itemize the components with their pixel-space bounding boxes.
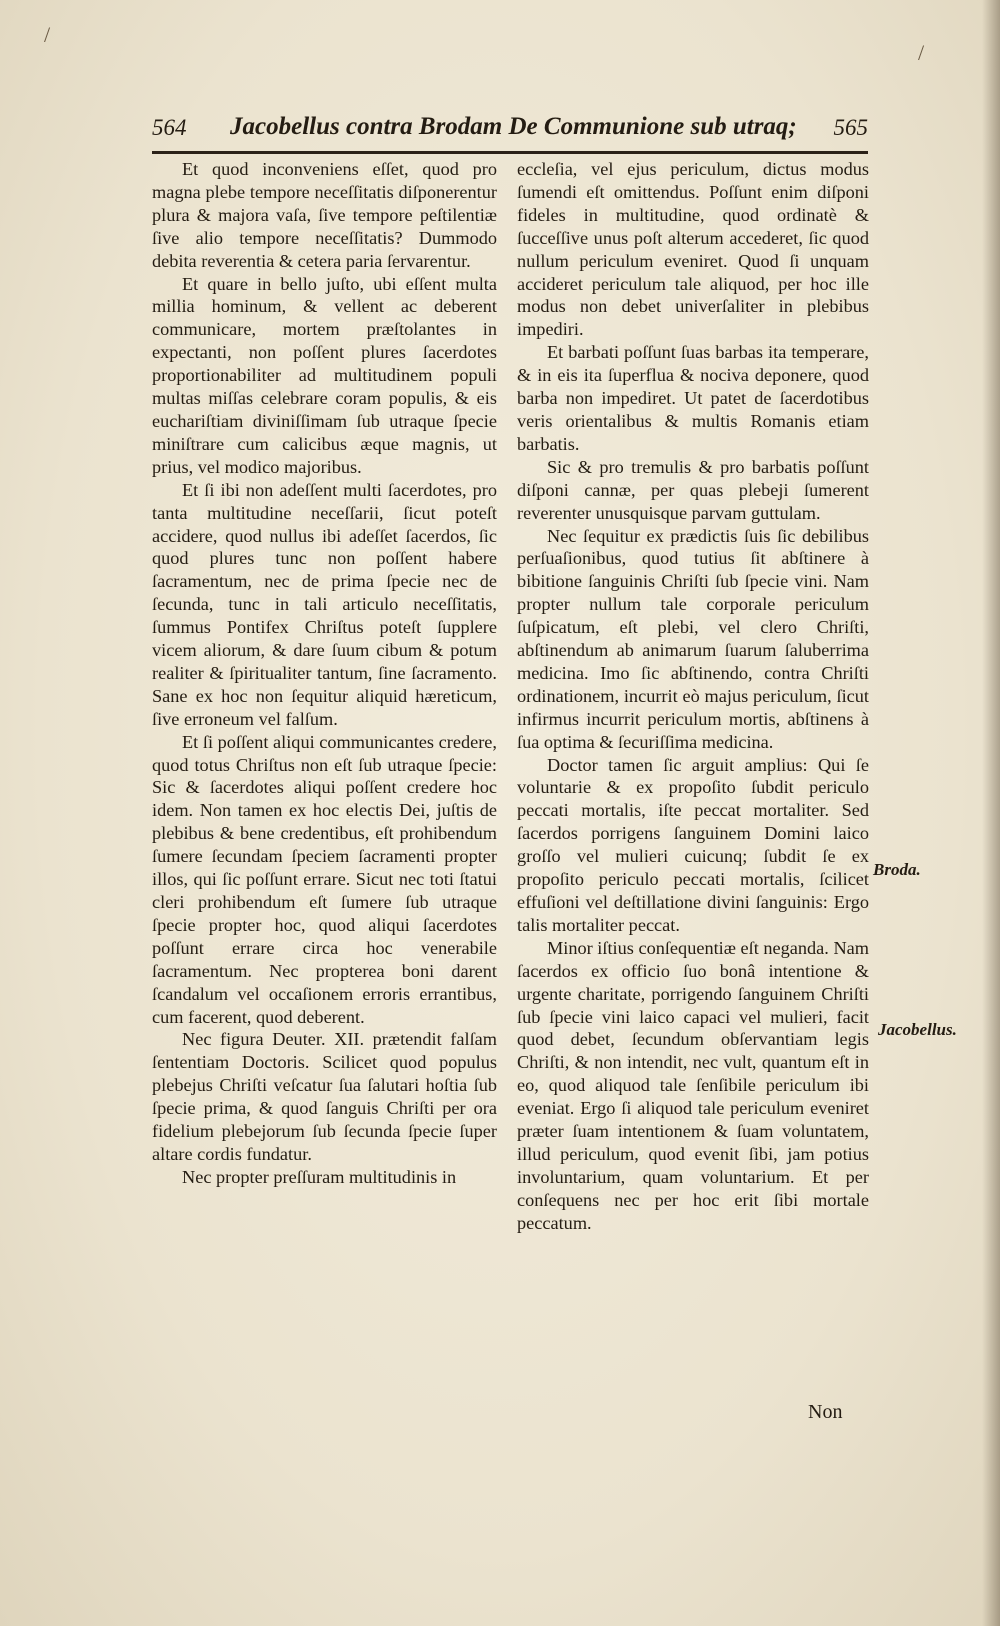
paragraph: Et quod inconveniens eſſet, quod pro magna plebe tempore neceſſitatis diſponerentur plura & majora vaſa, ſive tempore peſtilentiæ ſive alio tempore neceſſitatis? Dummodo debita reverentia & cetera paria ſervarentur. bbox=[152, 159, 497, 271]
left-column bbox=[152, 158, 497, 1189]
right-column bbox=[517, 158, 869, 1235]
running-header bbox=[152, 113, 868, 149]
margin-note-jacobellus: Jacobellus. bbox=[878, 1020, 957, 1039]
page-number-right: 565 bbox=[833, 115, 868, 140]
paragraph: Et ſi ibi non adeſſent multi ſacerdotes, pro tanta multitudine neceſſarii, ſicut poteſt accidere, quod nullus ibi adeſſet ſacerdos, ſic quod plures tunc non poſſent habere ſacramentum, nec de prima ſpecie nec de ſecunda, tunc in tali articulo neceſſitatis, ſummus Pontifex Chriſtus poteſt ſupplere vicem aliorum, & dare ſuum cibum & potum realiter & ſpiritualiter tantum, ſine ſacramento. Sane ex hoc non ſequitur aliquid hæreticum, ſive erroneum vel falſum. bbox=[152, 479, 497, 729]
page-edge-shadow bbox=[982, 0, 1000, 1626]
catchword: Non bbox=[808, 1401, 843, 1423]
header-rule bbox=[152, 151, 868, 154]
margin-note-broda: Broda. bbox=[873, 860, 921, 879]
page-number-left: 564 bbox=[152, 115, 187, 140]
paragraph: Nec figura Deuter. XII. prætendit falſam ſententiam Doctoris. Scilicet quod populus plebejus Chriſti veſcatur ſua ſalutari hoſtia ſub ſpecie prima, & quod ſanguis Chriſti per ora fidelium plebejorum ſub ſecunda ſpecie ſuper altare cordis fundatur. bbox=[152, 1029, 497, 1164]
paragraph: Doctor tamen ſic arguit amplius: Qui ſe voluntarie & ex propoſito ſubdit periculo peccati mortalis, iſte peccat mortaliter. Sed ſacerdos porrigens ſanguinem Domini laico groſſo vel mulieri cuicunq; ſubdit ſe ex propoſito periculo peccati mortalis, ſcilicet effuſioni vel deſtillatione divini ſanguinis: Ergo talis mortaliter peccat. bbox=[517, 754, 869, 935]
paragraph: Sic & pro tremulis & pro barbatis poſſunt diſponi cannæ, per quas plebeji ſumerent reverenter unusquisque parvam guttulam. bbox=[517, 456, 869, 523]
paragraph: eccleſia, vel ejus periculum, dictus modus ſumendi eſt omittendus. Poſſunt enim diſponi fideles in multitudine, quod ordinatè & ſucceſſive unus poſt alterum accederet, ſic quod nullum periculum eveniret. Quod ſi unquam accideret periculum tale aliquod, per hoc ille modus non debet univerſaliter in plebibus impediri. bbox=[517, 159, 869, 340]
scan-speck: / bbox=[44, 22, 51, 47]
paragraph: Nec propter preſſuram multitudinis in bbox=[182, 1166, 457, 1187]
paragraph: Nec ſequitur ex prædictis ſuis ſic debilibus perſuaſionibus, quod tutius ſit abſtinere à bibitione ſanguinis Chriſti ſub ſpecie vini. Nam propter nullum tale corporale periculum ſuſpicatum, eſt plebi, vel clero Chriſti, abſtinendum ab animarum ſuarum ſaluberrima medicina. Imo ſic abſtinendo, contra Chriſti ordinationem, incurrit eò majus periculum, ſicut infirmus incurrit periculum mortis, abſtinens à ſua optima & ſecuriſſima medicina. bbox=[517, 525, 869, 752]
paragraph: Et barbati poſſunt ſuas barbas ita temperare, & in eis ita ſuperflua & nociva deponere, quod barba non impediret. Ut patet de ſacerdotibus veris orientalibus & multis Romanis etiam barbatis. bbox=[517, 342, 869, 454]
scan-speck: / bbox=[918, 40, 925, 65]
running-title: Jacobellus contra Brodam De Communione sub utraq; bbox=[230, 113, 797, 140]
paragraph: Minor iſtius conſequentiæ eſt neganda. Nam ſacerdos ex officio ſuo bonâ intentione & urgente charitate, porrigendo ſanguinem Chriſti ſub ſpecie vini laico capaci vel mulieri, facit quod debet, ſecundum obſervantiam legis Chriſti, & non intendit, nec vult, quantum eſt in eo, quod aliquod tale ſenſibile periculum ibi eveniat. Ergo ſi aliquod tale periculum eveniret præter ſuam intentionem & ſuam voluntatem, illud periculum, quod evenit ſibi, jam potius involuntarium, quam voluntarium. Et per conſequens nec per hoc erit ſibi mortale peccatum. bbox=[517, 937, 869, 1233]
paragraph: Et quare in bello juſto, ubi eſſent multa millia hominum, & vellent ac deberent communicare, mortem præſtolantes in expectanti, non poſſent plures ſacerdotes proportionabiliter ad multitudinem populi multas miſſas celebrare coram populis, & eis euchariſtiam diviniſſimam ſub utraque ſpecie miniſtrare cum calicibus æque magnis, ut prius, vel modico majoribus. bbox=[152, 273, 497, 477]
paragraph: Et ſi poſſent aliqui communicantes credere, quod totus Chriſtus non eſt ſub utraque ſpecie: Sic & ſacerdotes aliqui poſſent credere hoc idem. Non tamen ex hoc electis Dei, juſtis de plebibus & bene credentibus, eſt prohibendum ſumere ſecundam ſpeciem ſacramenti propter illos, qui ſic poſſunt errare. Sicut nec toti ſtatui cleri prohibendum eſt ſumere ſub utraque ſpecie propter hoc, quod aliqui ſacerdotes poſſunt errare circa hoc venerabile ſacramentum. Nec propterea boni darent ſcandalum vel occaſionem erroris errantibus, cum facerent, quod deberent. bbox=[152, 731, 497, 1027]
